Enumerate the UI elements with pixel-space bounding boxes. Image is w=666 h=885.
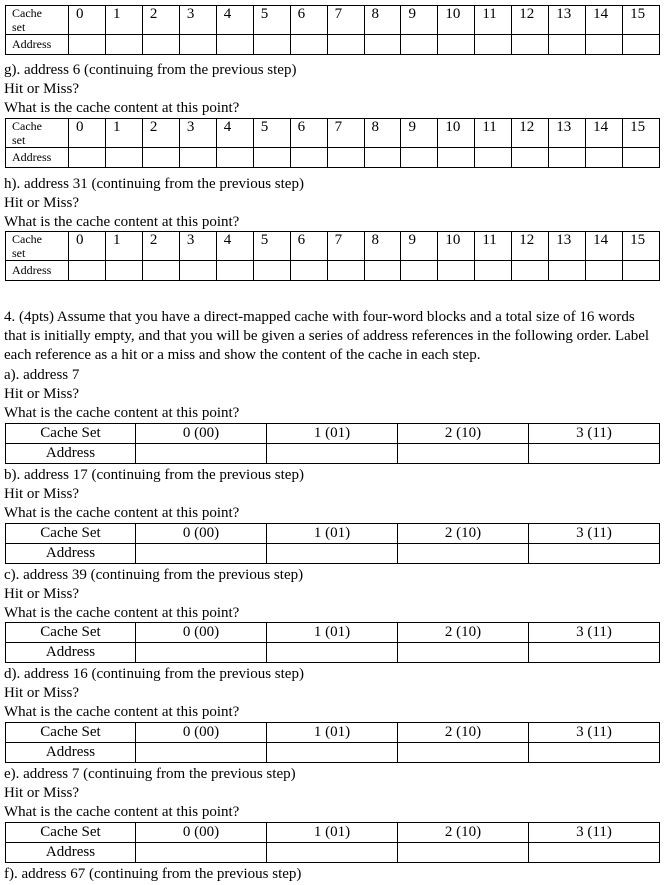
address-cell[interactable]	[512, 35, 549, 55]
set-number: 9	[401, 119, 438, 148]
cache-table-4-b	[5, 523, 660, 564]
question-4d: d). address 16 (continuing from the previous step)	[4, 666, 304, 682]
set-number: 7	[327, 119, 364, 148]
set-number: 10	[438, 232, 475, 261]
address-cell[interactable]	[398, 743, 529, 763]
set-number: 14	[586, 119, 623, 148]
set-label: set	[12, 133, 26, 147]
set-number: 6	[290, 232, 327, 261]
set-header: 1 (01)	[267, 823, 398, 843]
set-header: 1 (01)	[267, 524, 398, 544]
hit-or-miss-prompt: Hit or Miss?	[4, 785, 79, 801]
set-number: 2	[142, 6, 179, 35]
address-cell[interactable]	[253, 148, 290, 168]
address-cell[interactable]	[512, 148, 549, 168]
address-cell[interactable]	[438, 261, 475, 281]
address-cell[interactable]	[586, 261, 623, 281]
question-4-intro: 4. (4pts) Assume that you have a direct-mapped cache with four-word blocks and a total size of 16 words that is initially empty, and that you will be given a series of address references in the following order. Label each reference as a hit or a miss and show the content of the cache in each step.	[4, 309, 650, 363]
set-row	[6, 424, 660, 444]
set-number: 9	[401, 6, 438, 35]
hit-or-miss-prompt: Hit or Miss?	[4, 195, 79, 211]
content-prompt: What is the cache content at this point?	[4, 405, 240, 421]
set-number: 14	[586, 6, 623, 35]
cache-label: Cache	[12, 119, 42, 133]
address-cell[interactable]	[290, 35, 327, 55]
set-number: 8	[364, 119, 401, 148]
set-number: 2	[142, 232, 179, 261]
address-cell[interactable]	[179, 148, 216, 168]
address-cell[interactable]	[267, 743, 398, 763]
set-header: 0 (00)	[136, 823, 267, 843]
address-cell[interactable]	[136, 643, 267, 663]
address-cell[interactable]	[398, 444, 529, 464]
address-cell[interactable]	[142, 261, 179, 281]
cache-set-label: Cache Set	[6, 723, 136, 743]
address-cell[interactable]	[438, 148, 475, 168]
set-number: 5	[253, 6, 290, 35]
address-cell[interactable]	[136, 444, 267, 464]
set-number: 13	[549, 119, 586, 148]
address-row	[6, 444, 660, 464]
set-row	[6, 119, 660, 148]
address-label: Address	[6, 35, 69, 55]
question-h: h). address 31 (continuing from the previous step)	[4, 176, 304, 192]
set-number: 10	[438, 6, 475, 35]
address-cell[interactable]	[364, 261, 401, 281]
address-cell[interactable]	[136, 843, 267, 863]
set-header: 2 (10)	[398, 623, 529, 643]
cache-set-label: Cache Set	[6, 823, 136, 843]
address-cell[interactable]	[290, 148, 327, 168]
set-header: 2 (10)	[398, 524, 529, 544]
address-cell[interactable]	[475, 261, 512, 281]
set-number: 15	[623, 232, 660, 261]
set-number: 9	[401, 232, 438, 261]
set-header: 0 (00)	[136, 723, 267, 743]
cache-table-4-d	[5, 722, 660, 763]
cache-set-label: Cache Set	[6, 524, 136, 544]
set-number: 11	[475, 119, 512, 148]
address-cell[interactable]	[475, 148, 512, 168]
set-number: 11	[475, 232, 512, 261]
address-cell[interactable]	[438, 35, 475, 55]
address-cell[interactable]	[549, 261, 586, 281]
set-row	[6, 823, 660, 843]
address-label: Address	[6, 444, 136, 464]
address-label: Address	[6, 843, 136, 863]
address-label: Address	[6, 544, 136, 564]
content-prompt: What is the cache content at this point?	[4, 100, 240, 116]
address-cell[interactable]	[475, 35, 512, 55]
set-header: 3 (11)	[529, 524, 660, 544]
address-cell[interactable]	[549, 35, 586, 55]
set-number: 0	[69, 119, 106, 148]
hit-or-miss-prompt: Hit or Miss?	[4, 486, 79, 502]
hit-or-miss-prompt: Hit or Miss?	[4, 586, 79, 602]
set-row	[6, 232, 660, 261]
address-cell[interactable]	[364, 35, 401, 55]
address-cell[interactable]	[401, 35, 438, 55]
set-header: 1 (01)	[267, 723, 398, 743]
set-row	[6, 623, 660, 643]
address-cell[interactable]	[69, 35, 106, 55]
set-header: 1 (01)	[267, 623, 398, 643]
set-number: 13	[549, 6, 586, 35]
address-cell[interactable]	[267, 843, 398, 863]
set-number: 6	[290, 6, 327, 35]
address-row	[6, 643, 660, 663]
address-cell[interactable]	[69, 148, 106, 168]
address-cell[interactable]	[586, 35, 623, 55]
set-number: 7	[327, 232, 364, 261]
address-cell[interactable]	[105, 148, 142, 168]
address-cell[interactable]	[529, 843, 660, 863]
set-header: 3 (11)	[529, 823, 660, 843]
set-row	[6, 6, 660, 35]
address-cell[interactable]	[529, 544, 660, 564]
set-header: 0 (00)	[136, 623, 267, 643]
set-number: 15	[623, 6, 660, 35]
address-cell[interactable]	[216, 148, 253, 168]
cache-table-16-g	[5, 118, 660, 168]
set-header: 2 (10)	[398, 424, 529, 444]
cache-table-4-c	[5, 622, 660, 663]
address-cell[interactable]	[267, 444, 398, 464]
set-label: set	[12, 246, 26, 260]
set-header: 1 (01)	[267, 424, 398, 444]
address-cell[interactable]	[512, 261, 549, 281]
set-row	[6, 723, 660, 743]
set-number: 3	[179, 6, 216, 35]
cache-set-label: Cache Set	[6, 623, 136, 643]
set-header: 3 (11)	[529, 723, 660, 743]
address-cell[interactable]	[69, 261, 106, 281]
set-number: 4	[216, 119, 253, 148]
address-cell[interactable]	[105, 261, 142, 281]
set-number: 6	[290, 119, 327, 148]
address-cell[interactable]	[364, 148, 401, 168]
question-4c: c). address 39 (continuing from the previous step)	[4, 567, 304, 583]
set-number: 12	[512, 6, 549, 35]
set-number: 3	[179, 119, 216, 148]
hit-or-miss-prompt: Hit or Miss?	[4, 386, 79, 402]
content-prompt: What is the cache content at this point?	[4, 605, 240, 621]
address-cell[interactable]	[179, 35, 216, 55]
set-number: 8	[364, 232, 401, 261]
set-number: 13	[549, 232, 586, 261]
hit-or-miss-prompt: Hit or Miss?	[4, 685, 79, 701]
address-cell[interactable]	[136, 743, 267, 763]
address-row	[6, 148, 660, 168]
address-label: Address	[6, 148, 69, 168]
set-row	[6, 524, 660, 544]
address-cell[interactable]	[549, 148, 586, 168]
set-number: 12	[512, 119, 549, 148]
cache-set-label: Cache Set	[6, 424, 136, 444]
cache-table-4-a	[5, 423, 660, 464]
address-cell[interactable]	[179, 261, 216, 281]
set-number: 15	[623, 119, 660, 148]
address-cell[interactable]	[267, 643, 398, 663]
address-cell[interactable]	[529, 743, 660, 763]
address-row	[6, 743, 660, 763]
question-4f: f). address 67 (continuing from the previous step)	[4, 866, 302, 882]
address-cell[interactable]	[623, 261, 660, 281]
cache-set-label	[6, 232, 69, 261]
set-number: 11	[475, 6, 512, 35]
address-cell[interactable]	[529, 444, 660, 464]
question-g: g). address 6 (continuing from the previous step)	[4, 62, 297, 78]
set-number: 7	[327, 6, 364, 35]
address-cell[interactable]	[398, 643, 529, 663]
address-cell[interactable]	[586, 148, 623, 168]
address-label: Address	[6, 261, 69, 281]
address-cell[interactable]	[327, 148, 364, 168]
address-cell[interactable]	[216, 261, 253, 281]
cache-set-label	[6, 119, 69, 148]
set-header: 0 (00)	[136, 524, 267, 544]
question-4e: e). address 7 (continuing from the previous step)	[4, 766, 296, 782]
set-header: 0 (00)	[136, 424, 267, 444]
cache-set-label	[6, 6, 69, 35]
content-prompt: What is the cache content at this point?	[4, 804, 240, 820]
address-cell[interactable]	[327, 261, 364, 281]
address-cell[interactable]	[267, 544, 398, 564]
set-number: 4	[216, 232, 253, 261]
set-label: set	[12, 20, 26, 34]
address-cell[interactable]	[401, 261, 438, 281]
address-cell[interactable]	[142, 148, 179, 168]
set-number: 8	[364, 6, 401, 35]
hit-or-miss-prompt: Hit or Miss?	[4, 81, 79, 97]
address-cell[interactable]	[105, 35, 142, 55]
address-cell[interactable]	[216, 35, 253, 55]
address-cell[interactable]	[142, 35, 179, 55]
address-row	[6, 843, 660, 863]
set-number: 0	[69, 232, 106, 261]
address-cell[interactable]	[398, 544, 529, 564]
set-number: 10	[438, 119, 475, 148]
address-row	[6, 261, 660, 281]
address-row	[6, 35, 660, 55]
cache-table-16-h	[5, 231, 660, 281]
set-number: 14	[586, 232, 623, 261]
set-number: 1	[105, 6, 142, 35]
set-number: 3	[179, 232, 216, 261]
content-prompt: What is the cache content at this point?	[4, 214, 240, 230]
address-cell[interactable]	[623, 35, 660, 55]
address-label: Address	[6, 643, 136, 663]
address-cell[interactable]	[136, 544, 267, 564]
set-number: 5	[253, 119, 290, 148]
address-row	[6, 544, 660, 564]
question-4b: b). address 17 (continuing from the previous step)	[4, 467, 304, 483]
content-prompt: What is the cache content at this point?	[4, 704, 240, 720]
address-cell[interactable]	[623, 148, 660, 168]
cache-table-16-top	[5, 5, 660, 55]
set-number: 2	[142, 119, 179, 148]
address-cell[interactable]	[253, 261, 290, 281]
cache-label: Cache	[12, 6, 42, 20]
set-number: 5	[253, 232, 290, 261]
question-4a: a). address 7	[4, 367, 80, 383]
address-cell[interactable]	[253, 35, 290, 55]
set-header: 3 (11)	[529, 424, 660, 444]
set-header: 2 (10)	[398, 823, 529, 843]
address-cell[interactable]	[290, 261, 327, 281]
content-prompt: What is the cache content at this point?	[4, 505, 240, 521]
cache-label: Cache	[12, 232, 42, 246]
set-number: 4	[216, 6, 253, 35]
address-cell[interactable]	[398, 843, 529, 863]
set-number: 1	[105, 232, 142, 261]
address-cell[interactable]	[401, 148, 438, 168]
address-cell[interactable]	[327, 35, 364, 55]
set-number: 0	[69, 6, 106, 35]
set-header: 3 (11)	[529, 623, 660, 643]
cache-table-4-e	[5, 822, 660, 863]
address-label: Address	[6, 743, 136, 763]
address-cell[interactable]	[529, 643, 660, 663]
set-number: 1	[105, 119, 142, 148]
set-number: 12	[512, 232, 549, 261]
set-header: 2 (10)	[398, 723, 529, 743]
